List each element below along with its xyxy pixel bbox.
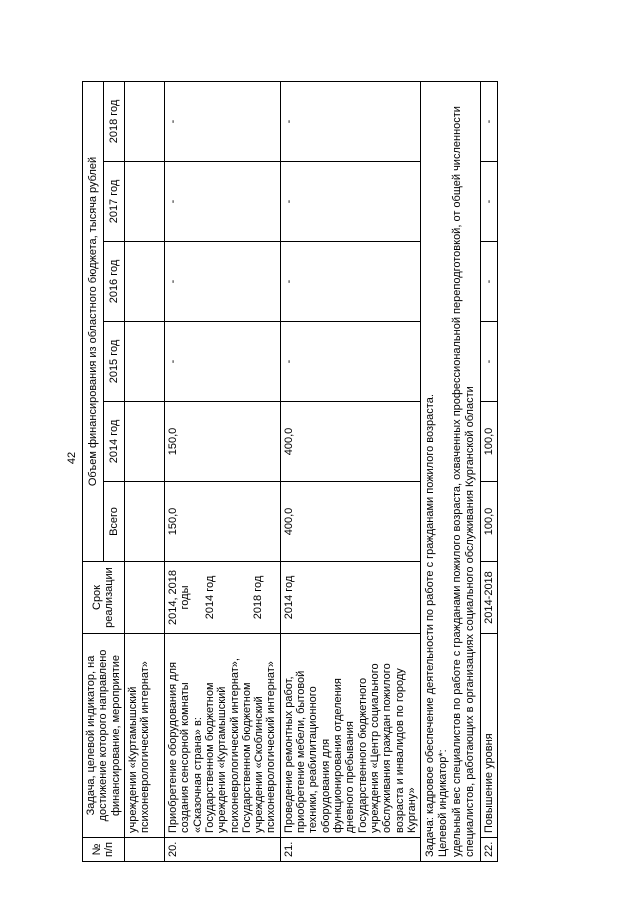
row-value: 400,0 [280,402,420,482]
header-year: 2016 год [103,242,124,322]
table-row [280,81,420,861]
table-row [164,81,280,861]
header-task: Задача, целевой индикатор, на достижение которого направлено финансирование, мероприятие [83,634,125,838]
indicator-text: удельный вес специалистов по работе с гражданами пожилого возраста, охваченных профессиональной переподготовкой, от общей численности специалистов, работающих в организациях социального обслуживания Курганской области [450,106,476,857]
row-value: 150,0 [164,402,280,482]
header-year: 2014 год [103,402,124,482]
header-year: 2018 год [103,81,124,161]
row-value [124,162,164,242]
row-num: 22. [480,838,497,862]
indicator-label: Целевой индикатор*: [437,749,450,857]
header-term: Срок реализации [83,562,125,634]
page-number: 42 [66,451,79,465]
row-value: - [164,322,280,402]
row-value: - [280,242,420,322]
row-value [124,322,164,402]
row-desc: Приобретение оборудования для создания сенсорной комнаты «Сказочная страна» в: Государственном бюджетном учреждении «Куртамышский психоневрологический интернат», Государственном бюджетном учреждении «Скоблинский психоневрологический интернат» [164,634,280,838]
term-line: 2018 год [251,575,264,620]
row-desc: учреждении «Куртамышский психоневрологический интернат» [124,634,164,838]
row-value: - [280,162,420,242]
term-line: 2014, 2018 годы [166,569,192,626]
row-value [124,242,164,322]
header-year: 2017 год [103,162,124,242]
row-value: - [280,322,420,402]
header-year: Всего [103,482,124,562]
row-value: 150,0 [164,482,280,562]
task-text: Задача: кадровое обеспечение деятельности по работе с гражданами пожилого возраста. [424,394,437,857]
row-value: 100,0 [480,482,497,562]
row-term: 2014-2018 [480,562,497,634]
row-value [124,482,164,562]
row-num: 20. [164,838,280,862]
term-line: 2014 год [203,575,216,620]
row-desc: Повышение уровня [480,634,497,838]
row-value: - [164,242,280,322]
row-desc: Проведение ремонтных работ, приобретение мебели, бытовой техники, реабилитационного оборудования для функционирования отделения дневного пребывания Государственного бюджетного учреждения «Центр социального обслуживания граждан пожилого возраста и инвалидов по городу Кургану» [280,634,420,838]
document-sheet [82,82,590,862]
row-value: - [480,81,497,161]
task-note-row [421,81,481,861]
row-value: 100,0 [480,402,497,482]
row-value: - [480,322,497,402]
row-value: - [280,81,420,161]
table-row [124,81,164,861]
task-note [421,81,481,861]
row-value [124,81,164,161]
row-num: 21. [280,838,420,862]
financing-table [82,81,498,862]
row-value: - [480,242,497,322]
table-row [480,81,497,861]
row-value [124,402,164,482]
header-year: 2015 год [103,322,124,402]
row-value: - [164,81,280,161]
row-value: - [164,162,280,242]
row-value: 400,0 [280,482,420,562]
row-term [124,562,164,634]
row-term [164,562,280,634]
row-term: 2014 год [280,562,420,634]
row-value: - [480,162,497,242]
header-num: № п/п [83,838,125,862]
row-num [124,838,164,862]
header-volume: Объем финансирования из областного бюджета, тысяча рублей [83,81,104,561]
